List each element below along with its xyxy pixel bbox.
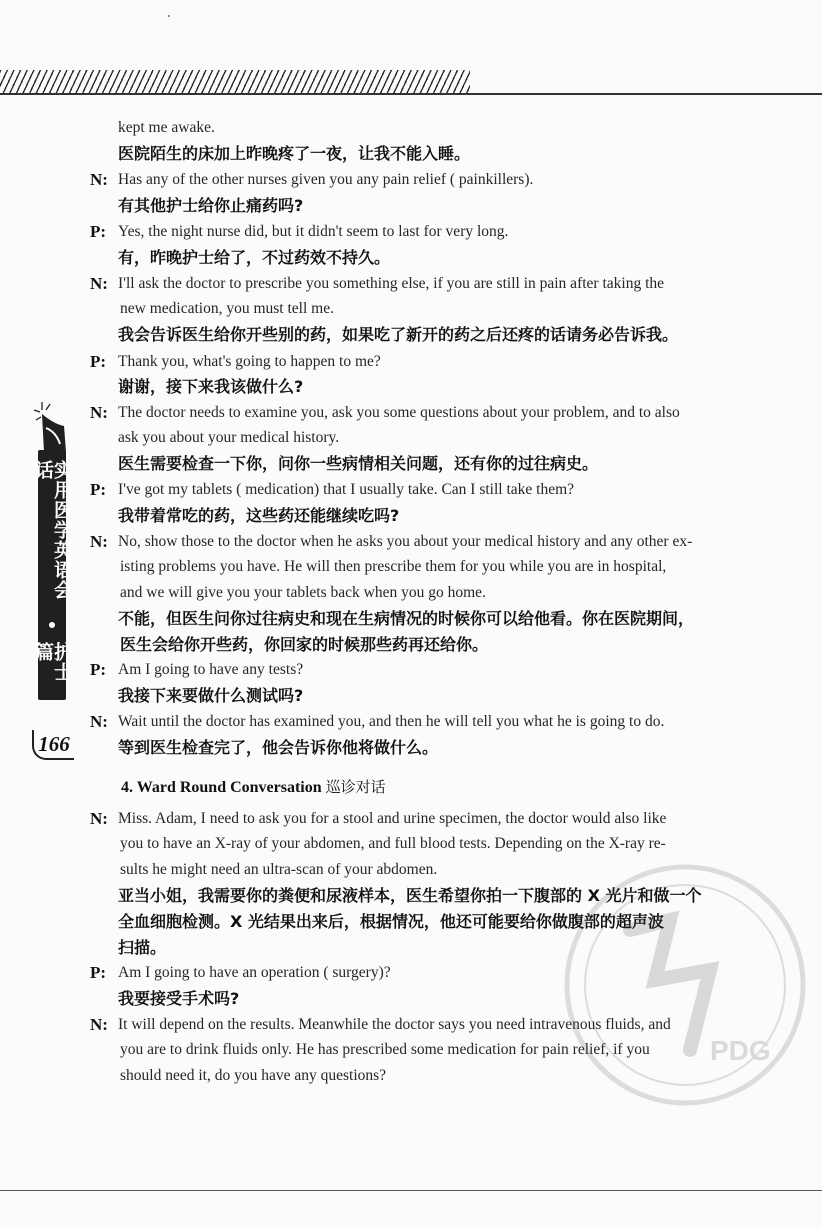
speaker-label: N:	[90, 403, 108, 422]
english-line: No, show those to the doctor when he asks you about your medical history and any other ex-	[118, 533, 693, 550]
chinese-line: 我带着常吃的药，这些药还能继续吃吗?	[118, 506, 400, 525]
english-line: isting problems you have. He will then prescribe them for you while you are in hospital,	[120, 558, 667, 575]
english-line: ask you about your medical history.	[118, 429, 340, 446]
english-line: Wait until the doctor has examined you, and then he will tell you what he is going to do.	[118, 713, 665, 730]
english-line: Yes, the night nurse did, but it didn't seem to last for very long.	[118, 223, 509, 240]
chinese-line: 谢谢，接下来我该做什么?	[118, 377, 304, 396]
chinese-line: 我接下来要做什么测试吗?	[118, 686, 304, 705]
chinese-line: 我会告诉医生给你开些别的药，如果吃了新开的药之后还疼的话请务必告诉我。	[118, 325, 679, 344]
english-line: you are to drink fluids only. He has prescribed some medication for pain relief, if you	[120, 1041, 650, 1058]
section-title-en: Ward Round Conversation	[136, 779, 322, 796]
chinese-line: 全血细胞检测。X 光结果出来后，根据情况，他还可能要给你做腹部的超声波	[118, 912, 664, 931]
english-line: new medication, you must tell me.	[120, 300, 334, 317]
section-title-zh: 巡诊对话	[325, 778, 386, 796]
chinese-line: 有，昨晚护士给了，不过药效不持久。	[118, 248, 391, 267]
english-line: Am I going to have any tests?	[118, 661, 304, 678]
speaker-label: P:	[90, 222, 107, 241]
volume-title: 护士篇	[32, 642, 73, 683]
english-line: and we will give you your tablets back when you go home.	[120, 584, 486, 601]
page-number: 166	[32, 730, 74, 760]
speaker-label: N:	[90, 532, 108, 551]
english-line: sults he might need an ultra-scan of your abdomen.	[120, 861, 438, 878]
watermark-stamp	[560, 860, 810, 1110]
chinese-line: 等到医生检查完了，他会告诉你他将做什么。	[118, 738, 439, 757]
english-line: should need it, do you have any questions?	[120, 1067, 387, 1084]
speaker-label: P:	[90, 480, 107, 499]
english-line: Thank you, what's going to happen to me?	[118, 353, 381, 370]
english-line: Am I going to have an operation ( surgery)?	[118, 964, 391, 981]
speaker-label: P:	[90, 660, 107, 679]
footer-rule	[0, 1190, 822, 1191]
section-heading	[121, 777, 386, 798]
english-line: I've got my tablets ( medication) that I usually take. Can I still take them?	[118, 481, 575, 498]
chinese-line: 亚当小姐，我需要你的粪便和尿液样本，医生希望你拍一下腹部的 X 光片和做一个	[118, 886, 702, 905]
chinese-line: 医生会给你开些药，你回家的时候那些药再还给你。	[120, 635, 489, 654]
chinese-line: 医院陌生的床加上昨晚疼了一夜，让我不能入睡。	[118, 144, 471, 163]
chinese-line: 扫描。	[118, 938, 167, 957]
chinese-line: 医生需要检查一下你，问你一些病情相关问题，还有你的过往病史。	[118, 454, 599, 473]
speaker-label: N:	[90, 274, 108, 293]
english-line: you to have an X-ray of your abdomen, and full blood tests. Depending on the X-ray re-	[120, 835, 666, 852]
english-line: Miss. Adam, I need to ask you for a stool and urine specimen, the doctor would also like	[118, 810, 667, 827]
chinese-line: 我要接受手术吗?	[118, 989, 240, 1008]
english-line: The doctor needs to examine you, ask you some questions about your problem, and to also	[118, 404, 680, 421]
speaker-label: N:	[90, 1015, 108, 1034]
speaker-label: P:	[90, 963, 107, 982]
chinese-line: 不能，但医生问你过往病史和现在生病情况的时候你可以给他看。你在医院期间，	[118, 609, 695, 628]
speaker-label: N:	[90, 712, 108, 731]
english-line: kept me awake.	[118, 119, 215, 136]
book-title: 实用医学英语会话	[32, 460, 73, 600]
speaker-label: P:	[90, 352, 107, 371]
english-line: It will depend on the results. Meanwhile the doctor says you need intravenous fluids, and	[118, 1016, 671, 1033]
watermark-text: PDG	[710, 1035, 771, 1066]
speaker-label: N:	[90, 809, 108, 828]
english-line: Has any of the other nurses given you any pain relief ( painkillers).	[118, 171, 534, 188]
chinese-line: 有其他护士给你止痛药吗?	[118, 196, 304, 215]
english-line: I'll ask the doctor to prescribe you something else, if you are still in pain after taking the	[118, 275, 665, 292]
section-number: 4.	[121, 779, 133, 796]
speaker-label: N:	[90, 170, 108, 189]
